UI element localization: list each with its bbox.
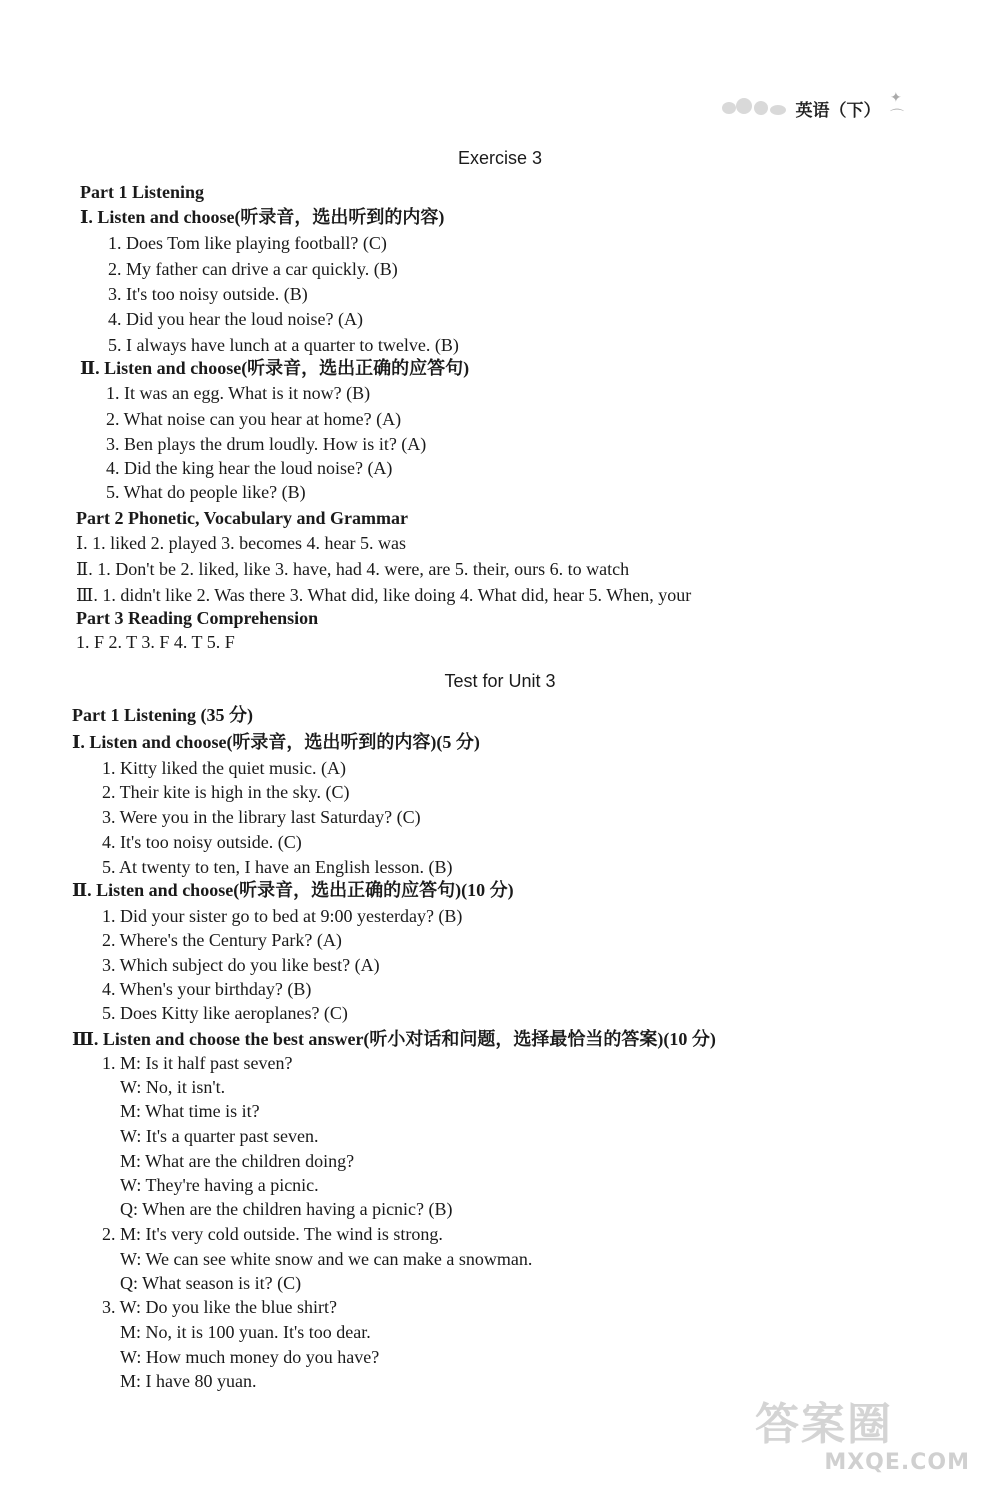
dialogue-line: Q: What season is it? (C): [120, 1273, 302, 1293]
answer-line: 1. F 2. T 3. F 4. T 5. F: [76, 632, 235, 652]
exercise-part1-sec2-heading: Ⅱ. Listen and choose(听录音，选出正确的应答句): [80, 358, 470, 378]
test-sec3-heading: Ⅲ. Listen and choose the best answer(听小对话和问题，选择最恰当的答案)(10 分): [72, 1029, 716, 1049]
test-part1-heading: Part 1 Listening (35 分): [72, 705, 253, 725]
list-item: 3. Which subject do you like best? (A): [102, 955, 380, 975]
list-item: 4. When's your birthday? (B): [102, 979, 312, 999]
exercise-part3-heading: Part 3 Reading Comprehension: [76, 608, 319, 628]
dialogue-line: W: It's a quarter past seven.: [120, 1126, 319, 1146]
dialogue-line: Q: When are the children having a picnic? (B): [120, 1199, 453, 1219]
dialogue-line: W: No, it isn't.: [120, 1077, 226, 1097]
dialogue-line: M: What are the children doing?: [120, 1151, 355, 1171]
list-item: 2. Their kite is high in the sky. (C): [102, 782, 350, 802]
answer-line: Ⅲ. 1. didn't like 2. Was there 3. What did, like doing 4. What did, hear 5. When, your: [76, 585, 692, 605]
list-item: 2. What noise can you hear at home? (A): [106, 409, 402, 429]
dialogue-line: W: How much money do you have?: [120, 1347, 380, 1367]
list-item: 1. Did your sister go to bed at 9:00 yesterday? (B): [102, 906, 463, 926]
list-item: 4. Did you hear the loud noise? (A): [108, 309, 363, 329]
header-decoration-icon: [720, 96, 790, 120]
list-item: 5. What do people like? (B): [106, 482, 306, 502]
list-item: 1. It was an egg. What is it now? (B): [106, 383, 371, 403]
test-sec2-heading: Ⅱ. Listen and choose(听录音，选出正确的应答句)(10 分): [72, 880, 514, 900]
answer-line: Ⅱ. 1. Don't be 2. liked, like 3. have, had 4. were, are 5. their, ours 6. to watch: [76, 559, 630, 579]
list-item: 1. Kitty liked the quiet music. (A): [102, 758, 346, 778]
dialogue-line: 3. W: Do you like the blue shirt?: [102, 1297, 337, 1317]
watermark-main: 答案圈: [755, 1399, 893, 1450]
list-item: 3. Were you in the library last Saturday? (C): [102, 807, 421, 827]
dialogue-line: M: What time is it?: [120, 1101, 260, 1121]
exercise-title: Exercise 3: [457, 148, 543, 168]
list-item: 5. At twenty to ten, I have an English lesson. (B): [102, 857, 453, 877]
list-item: 4. Did the king hear the loud noise? (A): [106, 458, 393, 478]
header-sparkle-icon: ✦ ⌒: [890, 90, 904, 125]
list-item: 5. I always have lunch at a quarter to twelve. (B): [108, 335, 459, 355]
answer-line: Ⅰ. 1. liked 2. played 3. becomes 4. hear 5. was: [76, 533, 407, 553]
list-item: 3. Ben plays the drum loudly. How is it? (A): [106, 434, 427, 454]
dialogue-line: W: We can see white snow and we can make a snowman.: [120, 1249, 533, 1269]
header-subject: 英语（下）: [795, 100, 881, 121]
exercise-part1-heading: Part 1 Listening: [80, 182, 204, 202]
list-item: 1. Does Tom like playing football? (C): [108, 233, 387, 253]
watermark-logo: [755, 1400, 980, 1480]
exercise-part1-sec1-heading: Ⅰ. Listen and choose(听录音，选出听到的内容): [80, 207, 445, 227]
page-header: [720, 88, 920, 128]
dialogue-line: M: No, it is 100 yuan. It's too dear.: [120, 1322, 371, 1342]
test-title: Test for Unit 3: [444, 671, 556, 691]
watermark-url: MXQE.COM: [824, 1450, 970, 1475]
list-item: 4. It's too noisy outside. (C): [102, 832, 302, 852]
list-item: 2. My father can drive a car quickly. (B): [108, 259, 398, 279]
dialogue-line: 2. M: It's very cold outside. The wind is strong.: [102, 1224, 443, 1244]
test-sec1-heading: Ⅰ. Listen and choose(听录音，选出听到的内容)(5 分): [72, 732, 480, 752]
list-item: 3. It's too noisy outside. (B): [108, 284, 308, 304]
dialogue-line: 1. M: Is it half past seven?: [102, 1053, 293, 1073]
list-item: 5. Does Kitty like aeroplanes? (C): [102, 1003, 348, 1023]
dialogue-line: W: They're having a picnic.: [120, 1175, 319, 1195]
exercise-part2-heading: Part 2 Phonetic, Vocabulary and Grammar: [76, 508, 408, 528]
list-item: 2. Where's the Century Park? (A): [102, 930, 342, 950]
dialogue-line: M: I have 80 yuan.: [120, 1371, 257, 1391]
